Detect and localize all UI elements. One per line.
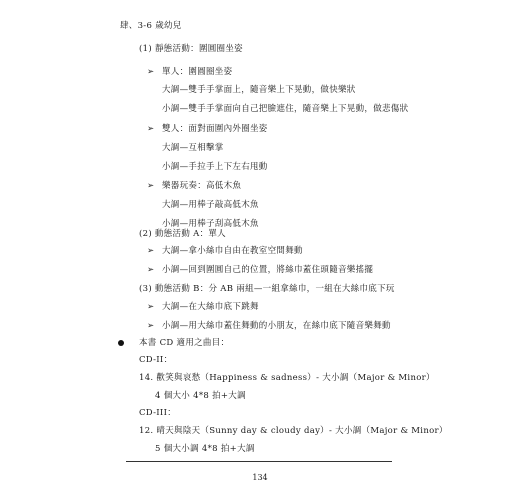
section-3-major-text: 大調—在大絲巾底下跳舞 <box>162 302 259 312</box>
cd-section-heading: 本書 CD 適用之曲目： <box>139 338 230 348</box>
section-1-heading: (1) 靜態活動：圍圓圈坐姿 <box>139 44 243 54</box>
cd-iii-label: CD-III： <box>139 408 177 418</box>
running-header: 肆、3-6 歲幼兒 <box>120 21 182 31</box>
pair-minor-text: 小調—手拉手上下左右甩動 <box>162 162 268 172</box>
single-major-text: 大調—雙手手掌面上，隨音樂上下晃動，做快樂狀 <box>162 85 356 95</box>
arrowhead-bullet-icon: ➢ <box>147 302 155 312</box>
pair-major-text: 大調—互相擊掌 <box>162 143 224 153</box>
arrowhead-bullet-icon: ➢ <box>147 246 155 256</box>
single-activity-label: 單人：圍圓圈坐姿 <box>162 67 233 77</box>
track-12-title: 12. 晴天與陰天（Sunny day & cloudy day）- 大小調（Major & Minor） <box>139 426 448 436</box>
arrowhead-bullet-icon: ➢ <box>147 181 155 191</box>
section-3-minor-text: 小調—用大絲巾蓋住舞動的小朋友，在絲巾底下隨音樂舞動 <box>162 321 391 331</box>
section-2-major-text: 大調—拿小絲巾自由在教室空間舞動 <box>162 246 303 256</box>
instrument-activity-label: 樂器玩奏：高低木魚 <box>162 181 242 191</box>
page-number: 134 <box>252 473 268 482</box>
footer-divider <box>126 461 392 462</box>
arrowhead-bullet-icon: ➢ <box>147 124 155 134</box>
instrument-minor-text: 小調—用棒子刮高低木魚 <box>162 219 259 229</box>
track-14-title: 14. 歡笑與哀愁（Happiness & sadness）- 大小調（Major & Minor） <box>139 373 435 383</box>
single-minor-text: 小調—雙手手掌面向自己把臉遮住，隨音樂上下晃動，做悲傷狀 <box>162 104 409 114</box>
cd-ii-label: CD-II： <box>139 355 173 365</box>
section-2-heading: (2) 動態活動 A：單人 <box>139 229 226 239</box>
arrowhead-bullet-icon: ➢ <box>147 321 155 331</box>
track-14-detail: 4 個大小 4*8 拍+大調 <box>155 391 246 401</box>
instrument-major-text: 大調—用棒子敲高低木魚 <box>162 200 259 210</box>
track-12-detail: 5 個大小調 4*8 拍+大調 <box>155 444 255 454</box>
arrowhead-bullet-icon: ➢ <box>147 265 155 275</box>
section-3-heading: (3) 動態活動 B：分 AB 兩組—一組拿絲巾，一組在大絲巾底下玩 <box>139 284 395 294</box>
round-bullet-icon <box>118 340 124 346</box>
section-2-minor-text: 小調—回到圍圓自己的位置，將絲巾蓋住頭隨音樂搖擺 <box>162 265 374 275</box>
arrowhead-bullet-icon: ➢ <box>147 67 155 77</box>
pair-activity-label: 雙人：面對面圍內外圈坐姿 <box>162 124 268 134</box>
